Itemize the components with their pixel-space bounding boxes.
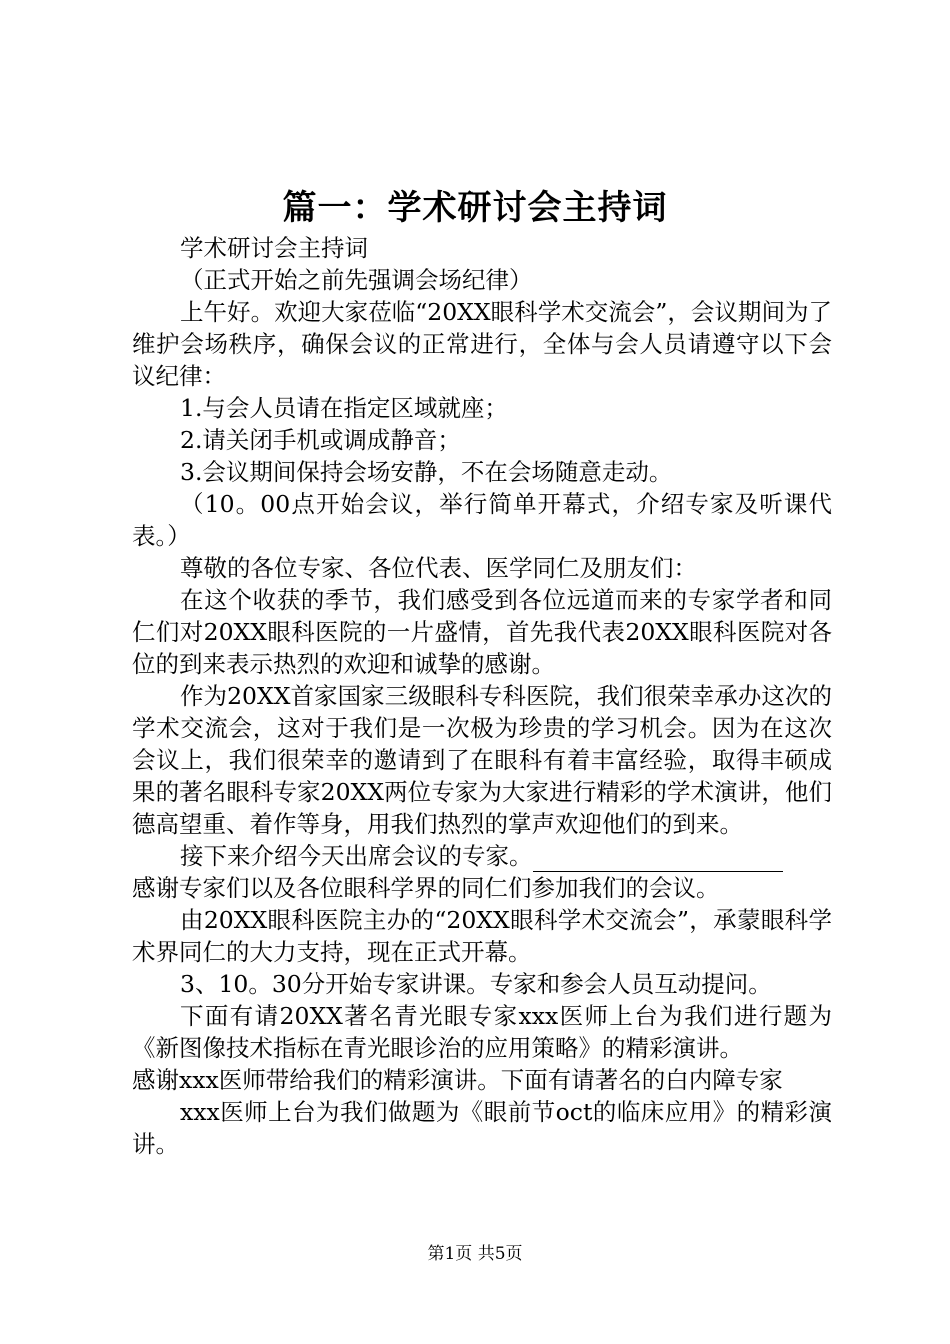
paragraph-welcome: 在这个收获的季节，我们感受到各位远道而来的专家学者和同仁们对20XX眼科医院的一片盛情，首先我代表20XX眼科医院对各位的到来表示热烈的欢迎和诚挚的感谢。 bbox=[132, 586, 832, 678]
document-title: 篇一：学术研讨会主持词 bbox=[282, 188, 668, 228]
paragraph-opening: 由20XX眼科医院主办的“20XX眼科学术交流会”，承蒙眼科学术界同仁的大力支持，现在正式开幕。 bbox=[132, 906, 832, 966]
page-footer: 第1页 共5页 bbox=[427, 1244, 523, 1264]
paragraph-second-speaker-intro: 感谢xxx医师带给我们的精彩演讲。下面有请著名的白内障专家 bbox=[132, 1066, 783, 1094]
paragraph-first-speaker: 下面有请20XX著名青光眼专家xxx医师上台为我们进行题为《新图像技术指标在青光眼诊治的应用策略》的精彩演讲。 bbox=[132, 1002, 832, 1062]
document-body bbox=[132, 232, 832, 1160]
rule-item-2: 2.请关闭手机或调成静音； bbox=[180, 426, 461, 454]
rule-item-1: 1.与会人员请在指定区域就座； bbox=[180, 394, 508, 422]
paragraph-thanks: 感谢专家们以及各位眼科学界的同仁们参加我们的会议。 bbox=[132, 874, 720, 902]
paragraph-note: （正式开始之前先强调会场纪律） bbox=[180, 266, 533, 294]
rule-item-3: 3.会议期间保持会场安静，不在会场随意走动。 bbox=[180, 458, 673, 486]
paragraph-heading: 学术研讨会主持词 bbox=[180, 234, 368, 262]
paragraph-greeting: 上午好。欢迎大家莅临“20XX眼科学术交流会”，会议期间为了维护会场秩序，确保会议的正常进行，全体与会人员请遵守以下会议纪律： bbox=[132, 298, 832, 390]
blank-fill-line bbox=[533, 849, 783, 872]
paragraph-second-speaker: xxx医师上台为我们做题为《眼前节oct的临床应用》的精彩演讲。 bbox=[132, 1098, 832, 1158]
paragraph-salutation: 尊敬的各位专家、各位代表、医学同仁及朋友们： bbox=[180, 554, 697, 582]
expert-intro-text: 接下来介绍今天出席会议的专家。 bbox=[180, 842, 533, 870]
paragraph-host-intro: 作为20XX首家国家三级眼科专科医院，我们很荣幸承办这次的学术交流会，这对于我们是一次极为珍贵的学习机会。因为在这次会议上，我们很荣幸的邀请到了在眼科有着丰富经验，取得丰硕成果的著名眼科专家20XX两位专家为大家进行精彩的学术演讲，他们德高望重、着作等身，用我们热烈的掌声欢迎他们的到来。 bbox=[132, 682, 832, 838]
paragraph-schedule-note: （10。00点开始会议，举行简单开幕式，介绍专家及听课代表。） bbox=[132, 490, 832, 550]
paragraph-lecture-start: 3、10。30分开始专家讲课。专家和参会人员互动提问。 bbox=[180, 970, 772, 998]
paragraph-expert-intro bbox=[132, 840, 832, 872]
